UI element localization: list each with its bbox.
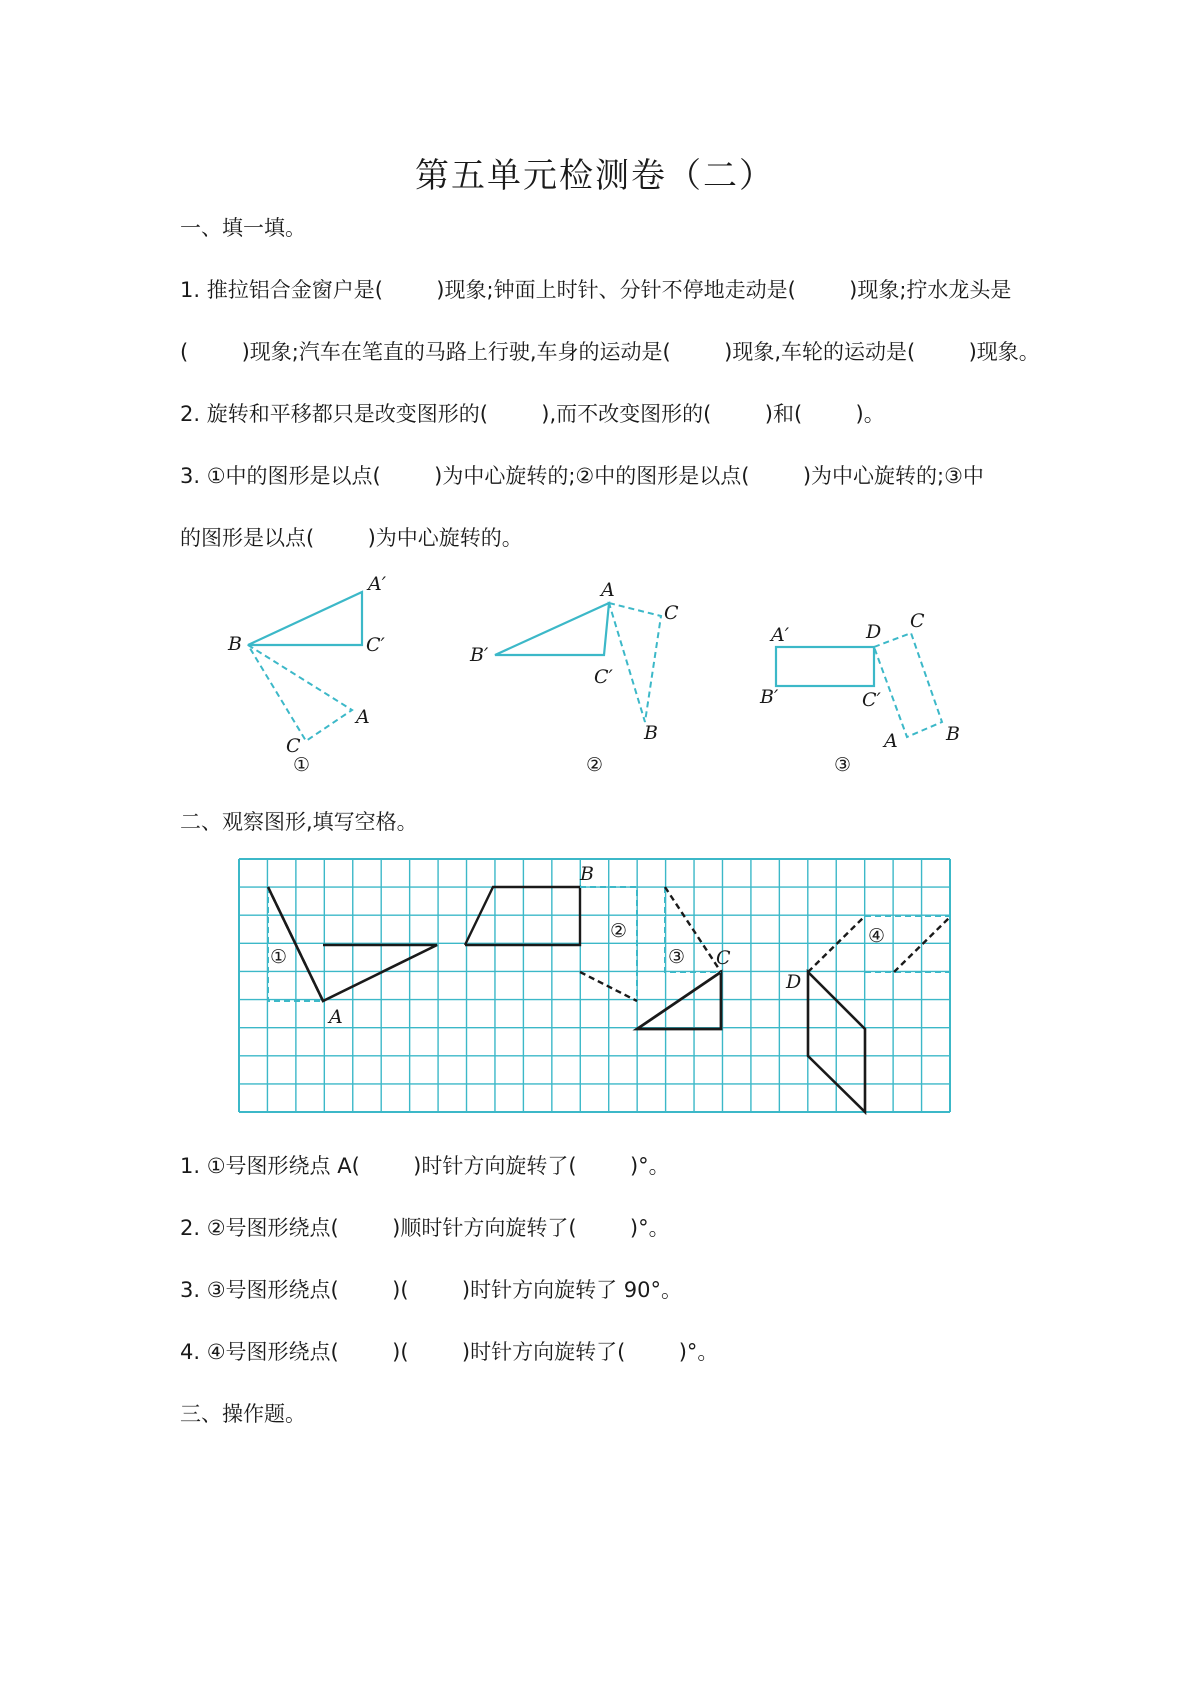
- grid-label-3: ③: [668, 946, 686, 968]
- section-2-heading: 二、观察图形,填写空格。: [180, 810, 418, 834]
- label-C: C: [286, 735, 301, 757]
- figure-3: [759, 610, 960, 776]
- section-2-question-2: 2. ②号图形绕点( )顺时针方向旋转了( )°。: [180, 1216, 670, 1240]
- figure-1-number: ①: [293, 754, 311, 776]
- label-A-prime: A′: [771, 624, 790, 646]
- label-C-prime: C′: [594, 666, 613, 688]
- grid-label-B: B: [580, 863, 594, 885]
- grid-label-1: ①: [270, 946, 288, 968]
- figure-1-solid-triangle: [248, 592, 362, 645]
- label-C: C: [664, 602, 679, 624]
- figure-1-dashed-triangle: [248, 645, 352, 741]
- label-B: B: [644, 722, 658, 744]
- grid-label-D: D: [786, 971, 802, 993]
- figure-3-number: ③: [834, 754, 852, 776]
- label-A: A: [601, 579, 615, 601]
- figure-2-solid-triangle: [495, 603, 609, 655]
- figure-2-number: ②: [586, 754, 604, 776]
- label-C-prime: C′: [862, 689, 881, 711]
- section-2-question-1: 1. ①号图形绕点 A( )时针方向旋转了( )°。: [180, 1154, 670, 1178]
- question-3-line-2: 的图形是以点( )为中心旋转的。: [180, 526, 523, 550]
- figure-3-solid-rectangle: [776, 647, 874, 686]
- figure-1: [227, 573, 387, 776]
- section-2-question-4: 4. ④号图形绕点( )( )时针方向旋转了( )°。: [180, 1340, 719, 1364]
- grid-label-2: ②: [610, 920, 628, 942]
- grid-figure-2-solid: [465, 887, 580, 945]
- section-1-heading: 一、填一填。: [180, 216, 306, 240]
- label-A: A: [356, 706, 370, 728]
- figure-2: [469, 579, 679, 776]
- label-C-prime: C′: [366, 634, 385, 656]
- question-1-line-1: 1. 推拉铝合金窗户是( )现象;钟面上时针、分针不停地走动是( )现象;拧水龙头是: [180, 278, 1012, 302]
- grid-lines: [239, 859, 950, 1112]
- grid-figure-3-solid: [637, 972, 721, 1029]
- label-A: A: [884, 730, 898, 752]
- grid-label-C: C: [716, 947, 731, 969]
- label-A-prime: A′: [368, 573, 387, 595]
- section-3-heading: 三、操作题。: [180, 1402, 306, 1426]
- label-D: D: [866, 621, 882, 643]
- section-2-question-3: 3. ③号图形绕点( )( )时针方向旋转了 90°。: [180, 1278, 683, 1302]
- question-3-line-1: 3. ①中的图形是以点( )为中心旋转的;②中的图形是以点( )为中心旋转的;③中: [180, 464, 984, 488]
- label-B: B: [228, 633, 242, 655]
- label-B: B: [946, 723, 960, 745]
- label-B-prime: B′: [470, 644, 489, 666]
- label-C: C: [910, 610, 925, 632]
- figure-2-dashed-triangle: [609, 603, 661, 722]
- question-1-line-2: ( )现象;汽车在笔直的马路上行驶,车身的运动是( )现象,车轮的运动是( )现象。: [180, 340, 1040, 364]
- figure-3-dashed-rectangle: [874, 633, 942, 737]
- grid-label-A: A: [329, 1006, 343, 1028]
- label-B-prime: B′: [760, 686, 779, 708]
- grid-figure: [0, 850, 1190, 1120]
- question-2: 2. 旋转和平移都只是改变图形的( ),而不改变图形的( )和( )。: [180, 402, 885, 426]
- page-title: 第五单元检测卷（二）: [415, 156, 775, 196]
- rotation-figures: [0, 570, 1190, 780]
- grid-label-4: ④: [868, 925, 886, 947]
